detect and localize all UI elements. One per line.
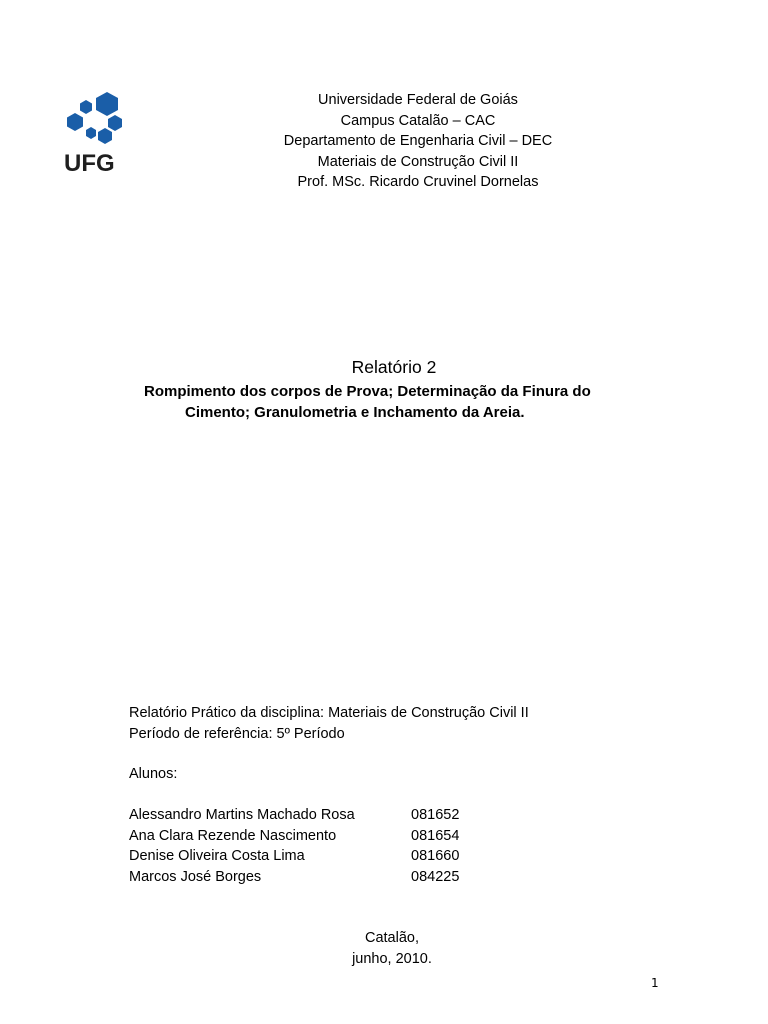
student-id: 081660 [411, 848, 460, 864]
period-line: Período de referência: 5º Período [129, 725, 345, 742]
students-label: Alunos: [129, 766, 178, 782]
footer-date: junho, 2010. [352, 950, 432, 967]
student-name: Alessandro Martins Machado Rosa [129, 807, 355, 823]
hexagon-cluster-icon [64, 88, 128, 148]
student-row [129, 846, 549, 867]
student-id: 081654 [411, 827, 460, 844]
logo-text: UFG [64, 150, 115, 177]
student-row [129, 867, 549, 888]
student-name: Marcos José Borges [129, 868, 262, 885]
report-title: Relatório 2 [351, 357, 437, 377]
students-list [129, 805, 549, 887]
institution-header [240, 90, 596, 193]
footer-city: Catalão, [364, 930, 419, 946]
campus-name: Campus Catalão – CAC [340, 112, 496, 129]
student-name: Ana Clara Rezende Nascimento [129, 827, 337, 844]
student-id: 084225 [411, 868, 460, 885]
professor-name: Prof. MSc. Ricardo Cruvinel Dornelas [297, 174, 539, 190]
report-subtitle [140, 381, 660, 423]
course-name: Materiais de Construção Civil II [317, 153, 519, 170]
page-number: 1 [651, 976, 659, 990]
discipline-line: Relatório Prático da disciplina: Materiais de Construção Civil II [129, 705, 529, 721]
report-info [129, 703, 629, 744]
footer-place-date [292, 928, 492, 969]
report-subtitle-line-2: Cimento; Granulometria e Inchamento da Areia. [185, 404, 525, 421]
student-name: Denise Oliveira Costa Lima [129, 848, 305, 864]
ufg-logo [64, 88, 128, 180]
student-row [129, 826, 549, 847]
department-name: Departamento de Engenharia Civil – DEC [283, 133, 553, 149]
report-subtitle-line-1: Rompimento dos corpos de Prova; Determinação da Finura do [144, 383, 591, 400]
student-row [129, 805, 549, 826]
university-name: Universidade Federal de Goiás [318, 92, 518, 108]
student-id: 081652 [411, 807, 460, 823]
